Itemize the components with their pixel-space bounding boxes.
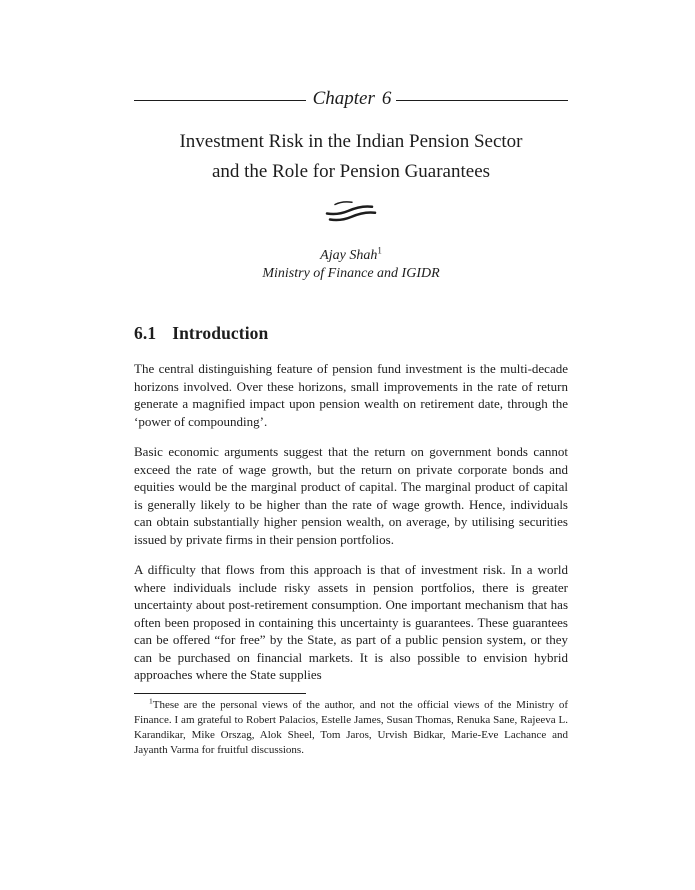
author-name	[134, 247, 568, 265]
chapter-heading	[134, 89, 568, 111]
footnote-mark: 1	[149, 695, 153, 705]
paragraph-2: Basic economic arguments suggest that the return on government bonds cannot exceed the rate of wage growth, but the return on private corporate bonds and equities would be the marginal product of capital. The marginal product of capital is generally likely to be higher than the rate of wage growth. Hence, individuals can obtain substantially higher pension wealth, on average, by utilising securities issued by private firms in their pension portfolios.	[134, 444, 568, 547]
author-block	[134, 247, 568, 283]
chapter-rule-left	[134, 100, 306, 101]
footnote-text: These are the personal views of the author, and not the official views of the Ministry of Finance. I am grateful to Robert Palacios, Estelle James, Susan Thomas, Renuka Sane, Rajeeva L. Karandikar, Mike Orszag, Alok Sheel, Tom Jaros, Urvish Bidkar, Marie-Eve Lachance and Jayanth Varma for fruitful discussions.	[134, 698, 568, 756]
section-number: 6.1	[134, 323, 157, 343]
paragraph-3: A difficulty that flows from this approach is that of investment risk. In a world where individuals include risky assets in pension portfolios, there is greater uncertainty about post-retirement consumption. One important mechanism that has often been proposed in containing this uncertainty is guarantees. These guarantees can be offered “for free” by the State, as part of a public pension system, or they can be purchased on financial markets. It is also possible to envision hybrid approaches where the State supplies	[134, 562, 568, 682]
author-name-text: Ajay Shah	[320, 248, 378, 263]
chapter-word: Chapter	[312, 88, 375, 109]
document-page	[134, 0, 568, 890]
footnote	[134, 695, 568, 758]
author-footnote-mark: 1	[377, 245, 382, 256]
chapter-title-line1: Investment Risk in the Indian Pension Sector	[179, 131, 523, 152]
paragraph-1: The central distinguishing feature of pension fund investment is the multi-decade horizons involved. Over these horizons, small improvements in the rate of return generate a magnified impact upon pension wealth on retirement date, through the ‘power of compounding’.	[134, 361, 568, 429]
section-heading	[134, 323, 568, 344]
footnote-rule	[134, 693, 306, 694]
chapter-title-line2: and the Role for Pension Guarantees	[211, 161, 491, 182]
swash-ornament-icon	[134, 197, 568, 223]
chapter-rule-right	[396, 100, 568, 101]
section-title: Introduction	[172, 323, 269, 343]
chapter-number: 6	[381, 88, 392, 109]
author-affiliation: Ministry of Finance and IGIDR	[262, 266, 440, 281]
chapter-label	[306, 88, 397, 112]
chapter-title	[134, 127, 568, 187]
